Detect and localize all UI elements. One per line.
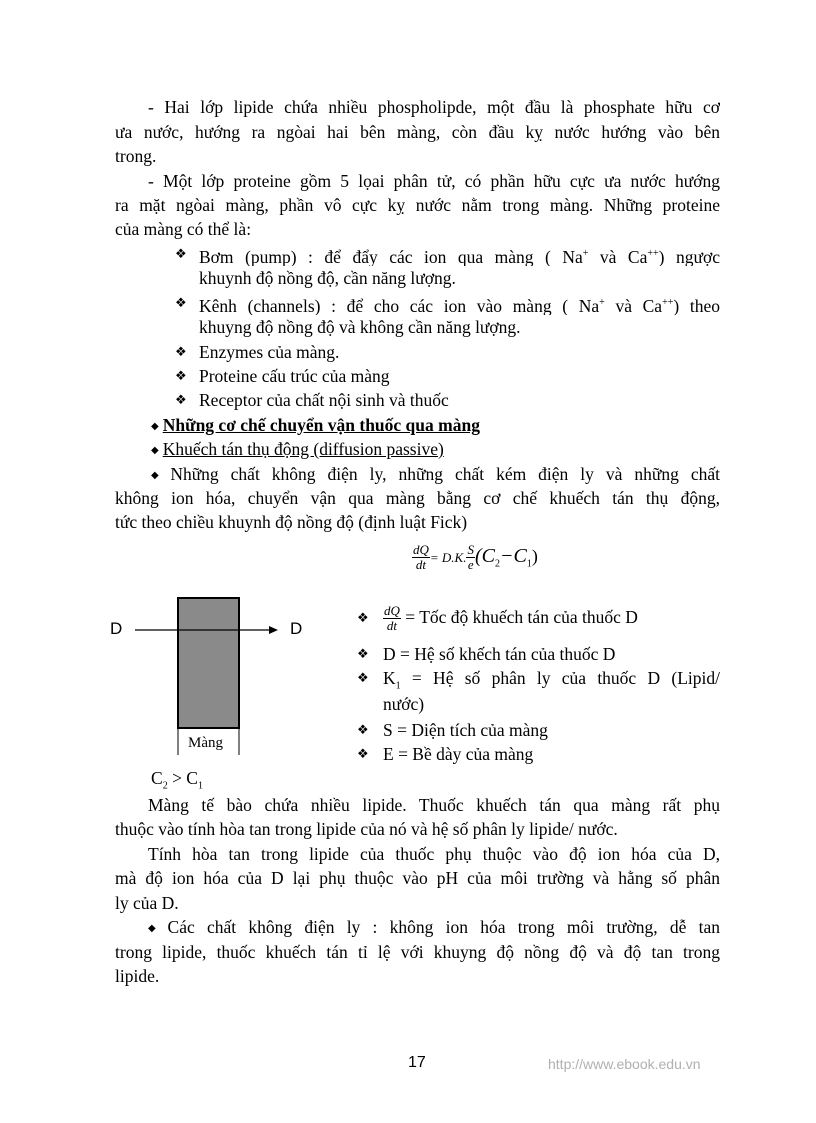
text-line: - Một lớp proteine gồm 5 lọai phân tử, có phần hữu cực ưa nước hướng: [148, 171, 720, 191]
legend-item: E = Bề dày của màng: [383, 744, 534, 764]
diamond-bullet-icon: ❖: [357, 746, 369, 761]
list-item: Bơm (pump) : để đẩy các ion qua màng ( Na+ và Ca++) ngược: [199, 246, 720, 266]
label-d-right: D: [290, 619, 303, 638]
arrow-head-icon: [269, 626, 278, 634]
legend-item: $\frac{dQ}{dt}$ = Tốc độ khuếch tán của thuốc D: [384, 603, 638, 634]
list-item: Enzymes của màng.: [199, 342, 340, 362]
legend-item: $K_1$ = Hệ số phân ly của thuốc D (Lipid/: [383, 668, 720, 690]
diamond-bullet-icon: ❖: [357, 610, 369, 625]
subsection-heading: ◆ Khuếch tán thụ động (diffusion passive): [151, 439, 444, 459]
text-line: trong lipide, thuốc khuếch tán tỉ lệ với khuyng độ nồng độ và độ tan trong: [115, 942, 720, 962]
text-line: Tính hòa tan trong lipide của thuốc phụ thuộc vào độ ion hóa của D,: [148, 844, 720, 864]
text-line: thuộc vào tính hòa tan trong lipide của nó và hệ số phân ly lipide/ nước.: [115, 819, 618, 839]
diamond-bullet-icon: ❖: [175, 392, 187, 407]
text-line: - Hai lớp lipide chứa nhiều phospholipde, một đầu là phosphate hữu cơ: [148, 97, 720, 117]
list-item-cont: khuynh độ nồng độ, cần năng lượng.: [199, 268, 456, 288]
text-line: tức theo chiều khuynh độ nồng độ (định luật Fick): [115, 512, 468, 532]
bullet-icon: ◆: [151, 445, 159, 456]
page-number: 17: [408, 1054, 426, 1071]
legend-item-cont: nước): [383, 694, 425, 714]
list-item: Proteine cấu trúc của màng: [199, 366, 390, 386]
text-line: ly của D.: [115, 893, 179, 913]
diamond-bullet-icon: ❖: [357, 722, 369, 737]
membrane-label: Màng: [188, 735, 223, 751]
text-line: không ion hóa, chuyển vận qua màng bằng cơ chế khuếch tán thụ động,: [115, 488, 720, 508]
text-line: mà độ ion hóa của D lại phụ thuộc vào pH của môi trường và hằng số phân: [115, 868, 720, 888]
text-line: của màng có thể là:: [115, 219, 252, 239]
text-line: ưa nước, hướng ra ngòai hai bên màng, còn đầu kỵ nước hướng vào bên: [115, 122, 720, 142]
list-item: Receptor của chất nội sinh và thuốc: [199, 390, 449, 410]
list-item: Kênh (channels) : để cho các ion vào màng ( Na+ và Ca++) theo: [199, 295, 720, 315]
footer-url-link[interactable]: http://www.ebook.edu.vn: [548, 1056, 701, 1072]
text-line: trong.: [115, 146, 157, 166]
diamond-bullet-icon: ❖: [175, 246, 187, 261]
text-line: lipide.: [115, 966, 160, 986]
membrane-diagram: [100, 595, 330, 765]
fick-formula: $\frac{dQ}{dt}$ = D.K. $\frac{S}{e}$ $(C_2-C_1)$: [413, 542, 538, 573]
text-line: Màng tế bào chứa nhiều lipide. Thuốc khuếch tán qua màng rất phụ: [148, 795, 720, 815]
diamond-bullet-icon: ❖: [175, 295, 187, 310]
concentration-condition: $C_2 > C_1$: [151, 768, 203, 792]
legend-item: S = Diện tích của màng: [383, 720, 548, 740]
text-line: ◆ Những chất không điện ly, những chất kém điện ly và những chất: [151, 464, 720, 484]
label-d-left: D: [110, 619, 123, 638]
diamond-bullet-icon: ❖: [175, 344, 187, 359]
bullet-icon: ◆: [151, 470, 167, 481]
diamond-bullet-icon: ❖: [175, 368, 187, 383]
bullet-icon: ◆: [151, 421, 159, 432]
list-item-cont: khuyng độ nồng độ và không cần năng lượng.: [199, 317, 521, 337]
text-line: ◆ Các chất không điện ly : không ion hóa trong môi trường, dễ tan: [148, 917, 720, 937]
membrane-rect: [178, 598, 239, 728]
diamond-bullet-icon: ❖: [357, 670, 369, 685]
bullet-icon: ◆: [148, 923, 164, 934]
diamond-bullet-icon: ❖: [357, 646, 369, 661]
text-line: ra mặt ngòai màng, phần vô cực kỵ nước nằm trong màng. Những proteine: [115, 195, 720, 215]
section-heading: ◆ Những cơ chế chuyển vận thuốc qua màng: [151, 415, 480, 435]
legend-item: D = Hệ số khếch tán của thuốc D: [383, 644, 616, 664]
